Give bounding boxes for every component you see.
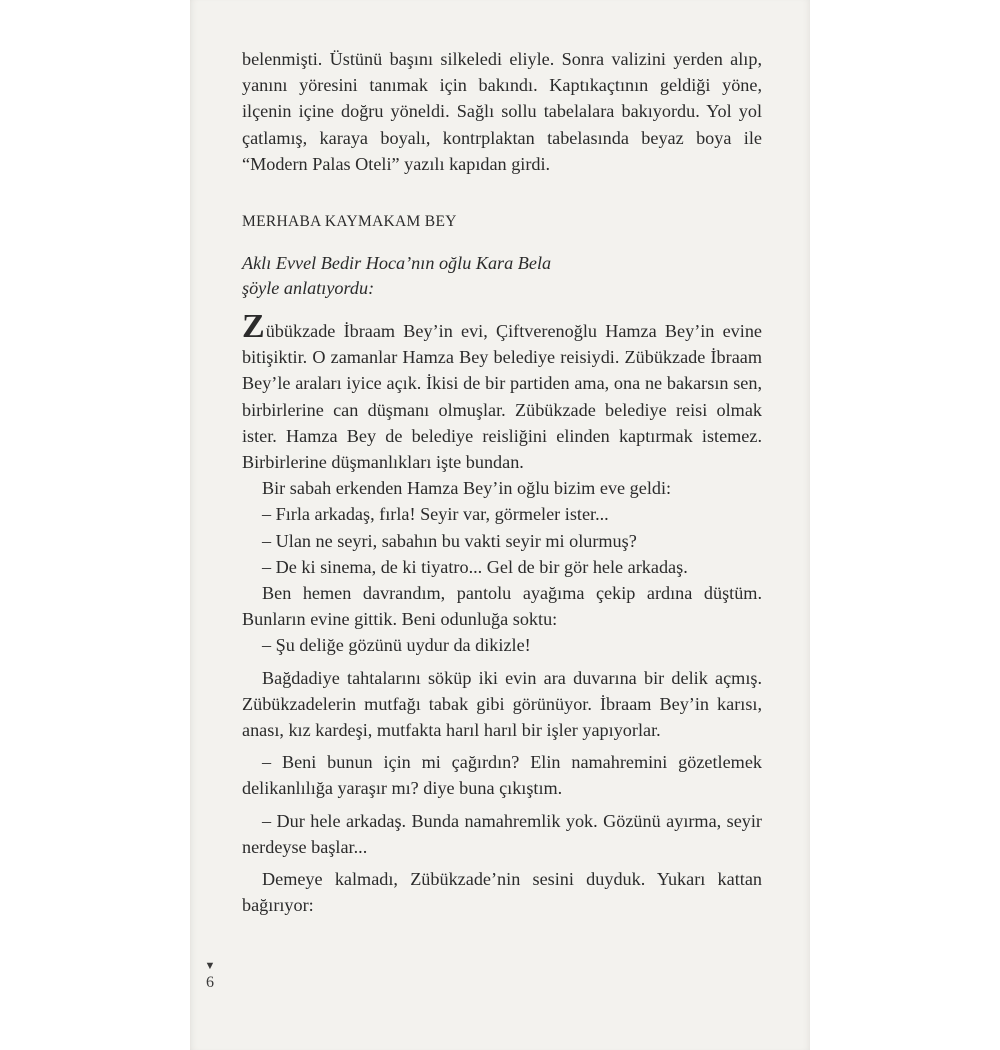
paragraph: Ben hemen davrandım, pantolu ayağıma çekip ardına düştüm. Bunların evine gittik. Beni odunluğa soktu:	[242, 583, 762, 630]
dialogue-line: – Fırla arkadaş, fırla! Seyir var, görmeler ister...	[262, 504, 609, 525]
page-text	[242, 46, 762, 918]
first-body-text: übükzade İbraam Bey’in evi, Çiftverenoğlu Hamza Bey’in evine bitişiktir. O zamanlar Hamza Bey belediye reisiydi. Zübükzade İbraam Bey’le araları iyice açık. İkisi de bir partiden ama, ona ne bakarsın sen, birbirlerine can düşmanı olmuşlar. Zübükzade belediye reisi olmak ister. Hamza Bey de belediye reisliğini elinden kaptırmak istemez. Birbirlerine düşmanlıkları işte bundan.	[242, 321, 762, 473]
narrator-note	[242, 251, 762, 301]
dialogue-line: – Beni bunun için mi çağırdın? Elin namahremini gözetlemek delikanlılığa yaraşır mı? diye buna çıkıştım.	[242, 752, 762, 799]
narrator-line-2: şöyle anlatıyordu:	[242, 278, 375, 299]
section-title: MERHABA KAYMAKAM BEY	[242, 213, 457, 231]
dialogue-line: – Dur hele arkadaş. Bunda namahremlik yok. Gözünü ayırma, seyir nerdeyse başlar...	[242, 810, 762, 857]
book-page	[190, 0, 810, 1050]
dialogue-line: – Şu deliğe gözünü uydur da dikizle!	[262, 635, 531, 656]
dialogue-line: – Ulan ne seyri, sabahın bu vakti seyir mi olurmuş?	[262, 530, 637, 551]
paragraph: Bir sabah erkenden Hamza Bey’in oğlu bizim eve geldi:	[262, 478, 672, 499]
triangle-marker-icon: ▼	[204, 960, 216, 972]
page-footer	[202, 960, 218, 994]
drop-cap: Z	[242, 308, 266, 346]
paragraph: Bağdadiye tahtalarını söküp iki evin ara duvarına bir delik açmış. Zübükzadelerin mutfağı tabak gibi görünüyor. İbraam Bey’in karısı, anası, kız kardeşi, mutfakta harıl harıl bir işler yapıyorlar.	[242, 667, 762, 741]
dialogue-line: – De ki sinema, de ki tiyatro... Gel de bir gör hele arkadaş.	[262, 556, 688, 577]
opening-paragraph: belenmişti. Üstünü başını silkeledi eliyle. Sonra valizini yerden alıp, yanını yöresini tanımak için bakındı. Kaptıkaçtının geldiği yöne, ilçenin içine doğru yöneldi. Sağlı sollu tabelalara bakıyordu. Yol yol çatlamış, karaya boyalı, kontrplaktan tabelasında beyaz boya ile “Modern Palas Oteli” yazılı kapıdan girdi.	[242, 49, 762, 174]
narrator-line-1: Aklı Evvel Bedir Hoca’nın oğlu Kara Bela	[242, 253, 552, 274]
paragraph: Demeye kalmadı, Zübükzade’nin sesini duyduk. Yukarı kattan bağırıyor:	[242, 869, 762, 916]
page-number: 6	[206, 974, 214, 991]
first-body-paragraph	[242, 308, 762, 475]
